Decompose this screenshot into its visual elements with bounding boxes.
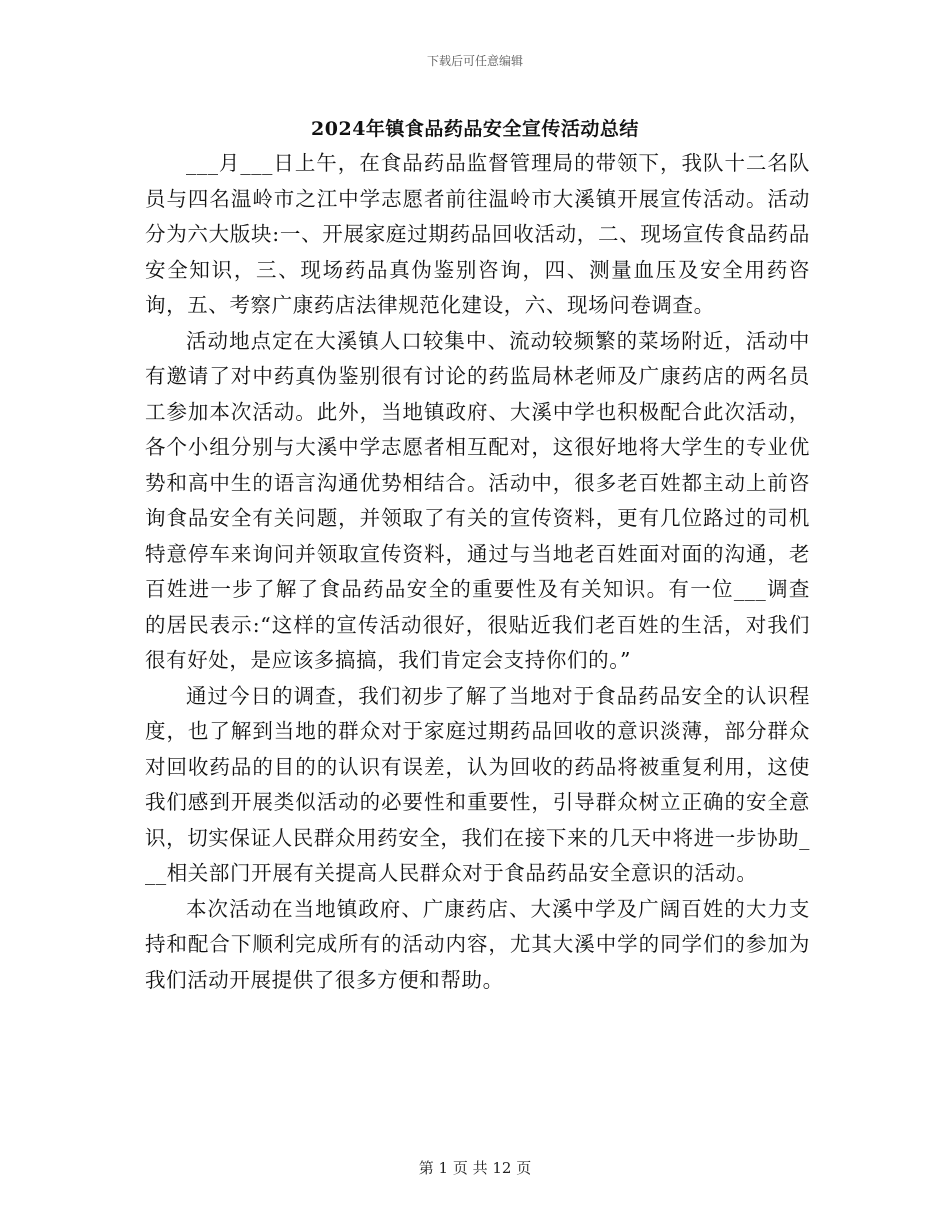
page-number: 第 1 页 共 12 页 xyxy=(418,1159,532,1177)
paragraph-4: 本次活动在当地镇政府、广康药店、大溪中学及广阔百姓的大力支持和配合下顺利完成所有的活动内容，尤其大溪中学的同学们的参加为我们活动开展提供了很多方便和帮助。 xyxy=(145,896,810,992)
paragraph-3: 通过今日的调查，我们初步了解了当地对于食品药品安全的认识程度，也了解到当地的群众对于家庭过期药品回收的意识淡薄，部分群众对回收药品的目的的认识有误差，认为回收的药品将被重复利用，这使我们感到开展类似活动的必要性和重要性，引导群众树立正确的安全意识，切实保证人民群众用药安全，我们在接下来的几天中将进一步协助___相关部门开展有关提高人民群众对于食品药品安全意识的活动。 xyxy=(145,683,810,885)
paragraph-2: 活动地点定在大溪镇人口较集中、流动较频繁的菜场附近，活动中有邀请了对中药真伪鉴别很有讨论的药监局林老师及广康药店的两名员工参加本次活动。此外，当地镇政府、大溪中学也积极配合此次活动，各个小组分别与大溪中学志愿者相互配对，这很好地将大学生的专业优势和高中生的语言沟通优势相结合。活动中，很多老百姓都主动上前咨询食品安全有关问题，并领取了有关的宣传资料，更有几位路过的司机特意停车来询问并领取宣传资料，通过与当地老百姓面对面的沟通，老百姓进一步了解了食品药品安全的重要性及有关知识。有一位___调查的居民表示:“这样的宣传活动很好，很贴近我们老百姓的生活，对我们很有好处，是应该多搞搞，我们肯定会支持你们的。” xyxy=(145,328,810,672)
document-body xyxy=(145,146,810,998)
document-title: 2024年镇食品药品安全宣传活动总结 xyxy=(311,118,639,140)
page-header-note: 下载后可任意编辑 xyxy=(426,54,523,68)
paragraph-1: ___月___日上午，在食品药品监督管理局的带领下，我队十二名队员与四名温岭市之江中学志愿者前往温岭市大溪镇开展宣传活动。活动分为六大版块:一、开展家庭过期药品回收活动，二、现场宣传食品药品安全知识，三、现场药品真伪鉴别咨询，四、测量血压及安全用药咨询，五、考察广康药店法律规范化建设，六、现场问卷调查。 xyxy=(145,151,810,317)
